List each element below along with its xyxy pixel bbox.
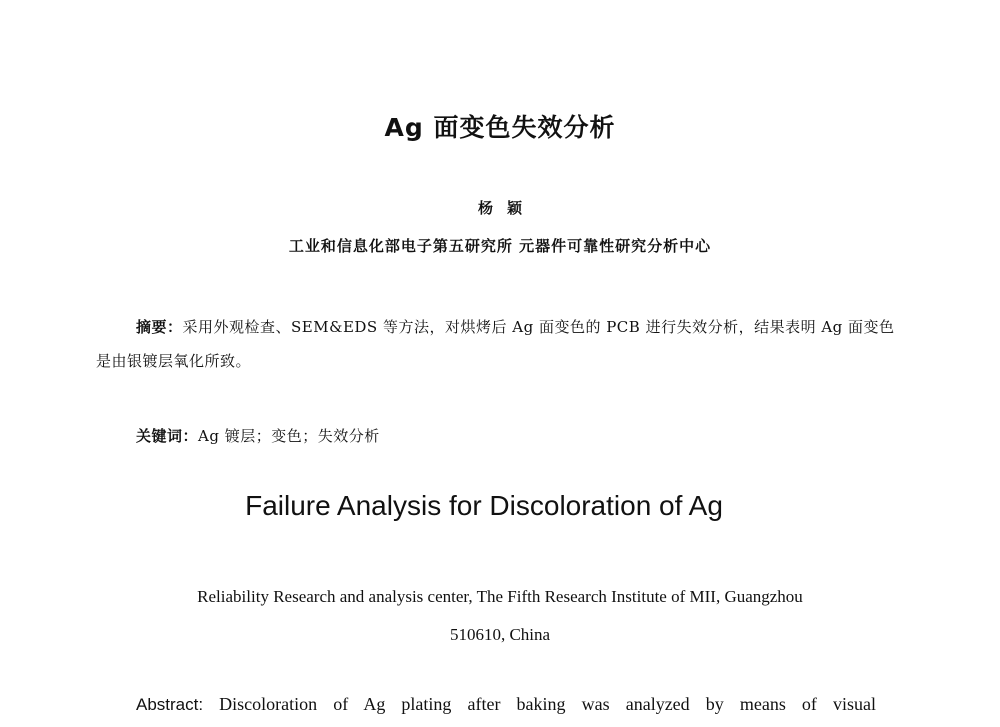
chinese-author: 杨颖 [477, 199, 536, 217]
english-abstract-text: Discoloration of Ag plating after baking was analyzed by means of visual [203, 694, 876, 714]
english-abstract-label: Abstract: [136, 695, 204, 714]
chinese-affiliation: 工业和信息化部电子第五研究所 元器件可靠性研究分析中心 [288, 237, 712, 255]
chinese-abstract [96, 310, 896, 378]
chinese-keywords-label: 关键词： [136, 427, 199, 445]
chinese-abstract-label: 摘要： [136, 318, 183, 336]
english-affiliation [0, 578, 1000, 654]
english-affiliation-line1: Reliability Research and analysis center, The Fifth Research Institute of MII, Guangzhou [197, 587, 803, 606]
english-abstract [136, 694, 876, 715]
chinese-keywords [136, 425, 380, 446]
english-affiliation-line2: 510610, China [449, 625, 551, 644]
chinese-keywords-text: Ag 镀层；变色；失效分析 [198, 427, 380, 445]
chinese-abstract-text: 采用外观检查、SEM&EDS 等方法，对烘烤后 Ag 面变色的 PCB 进行失效分析，结果表明 Ag 面变色是由银镀层氧化所致。 [96, 318, 895, 370]
english-title: Failure Analysis for Discoloration of Ag [245, 490, 723, 521]
chinese-title: Ag 面变色失效分析 [384, 113, 616, 142]
